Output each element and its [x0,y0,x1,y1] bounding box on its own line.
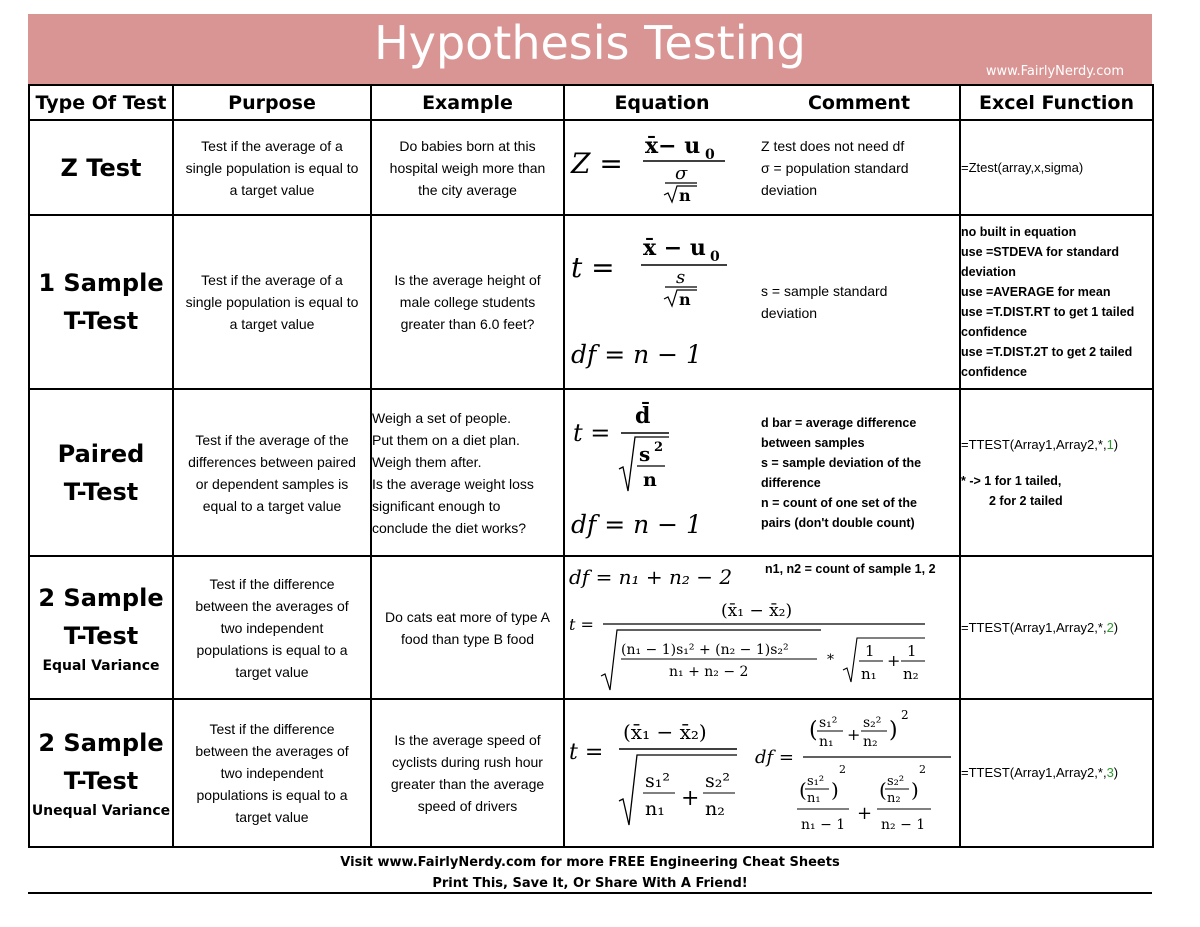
equation-paired [565,395,755,550]
comment-line: s = sample deviation of the [761,455,922,470]
example-cell [371,556,564,699]
test-name-line: T-Test [63,477,139,506]
excel-prefix: =TTEST(Array1,Array2,*, [961,436,1107,452]
comment-line: deviation [761,181,818,198]
test-name-line: Paired [57,439,145,468]
excel-line: use =T.DIST.RT to get 1 tailed [961,305,1135,319]
test-name [29,120,173,215]
eq-dbar: d̄ [635,403,651,429]
header-row [29,85,1153,120]
eq-sq: 2 [919,763,926,776]
comment-line: between samples [761,435,865,450]
excel-tail-value: 3 [1106,765,1114,780]
eq-plus: + [681,786,700,811]
eq-df: df = n − 1 [571,339,702,369]
purpose-line: or dependent samples is [195,475,349,492]
excel-function: =Ztest(array,x,sigma) [961,159,1084,175]
purpose-cell [173,699,371,847]
eq-n2: n₂ [887,791,901,806]
example-line: Put them on a diet plan. [372,431,520,448]
col-header-equation-comment [564,85,960,120]
eq-s1: s₁² [807,774,825,789]
equation-comment-cell [564,389,960,556]
eq-inner-numerator: (n₁ − 1)s₁² + (n₂ − 1)s₂² [621,642,789,658]
eq-numerator: x̄ − u [643,234,706,261]
eq-lhs: t = [569,740,604,765]
eq-sigma: σ [675,163,688,184]
purpose-line: between the averages of [195,597,349,614]
z-equation-graphic [565,125,755,205]
eq-n1: n₁ [807,791,821,806]
eq-s2: s₂² [705,770,730,792]
purpose-line: Test if the difference [209,721,335,737]
purpose-cell [173,120,371,215]
example-line: Do cats eat more of type A [385,608,550,625]
example-cell [371,120,564,215]
example-line: Do babies born at this [399,137,536,154]
example-line: food than type B food [400,630,535,647]
col-header-excel: Excel Function [960,85,1153,120]
eq-lhs: Z = [571,147,623,180]
test-name-line: 2 Sample [38,583,164,612]
page-title: Hypothesis Testing [374,16,806,70]
example-cell [371,389,564,556]
purpose-cell [173,215,371,389]
excel-line: use =AVERAGE for mean [961,285,1111,299]
eq-lhs: t = [571,250,615,284]
example-line: conclude the diet works? [372,519,527,536]
equation-comment-cell [564,556,960,699]
purpose-line: two independent [220,765,324,781]
hypothesis-table [28,84,1154,848]
eq-sq: 2 [901,708,909,722]
purpose-line: equal to a target value [202,497,342,514]
test-name-line: 1 Sample [38,269,164,297]
purpose-cell [173,389,371,556]
excel-cell [960,389,1153,556]
excel-prefix: =TTEST(Array1,Array2,*, [961,619,1107,635]
excel-tail-value: 2 [1106,619,1114,635]
table-row [29,389,1153,556]
comment-line: s = sample standard [761,283,888,299]
purpose-line: single population is equal to [185,294,359,310]
comment-cell [755,135,959,201]
eq-plus: + [847,725,861,744]
eq-inner-denominator: n₁ + n₂ − 2 [669,664,749,680]
test-name-line: T-Test [63,307,139,335]
eq-lhs: t = [569,615,594,634]
excel-line: no built in equation [961,225,1077,239]
eq-df: df = n − 1 [571,510,702,539]
example-line: Weigh a set of people. [372,409,512,426]
test-name-line: T-Test [63,767,139,795]
eq-df: df = [755,747,794,768]
footer-line-2: Print This, Save It, Or Share With A Friend! [432,876,748,891]
eq-numerator: (x̄₁ − x̄₂) [721,601,793,621]
col-header-equation: Equation [614,91,710,114]
excel-suffix: ) [1113,765,1119,780]
excel-note: 2 for 2 tailed [989,493,1063,508]
eq-df: df = n₁ + n₂ − 2 [569,565,733,589]
comment-cell [755,280,959,324]
excel-tail-value: 1 [1106,436,1114,452]
t1-equation-graphic [565,225,755,375]
purpose-cell [173,556,371,699]
eq-sub: 0 [705,147,715,163]
excel-cell [960,215,1153,389]
comment-cell [755,413,959,533]
example-cell [371,215,564,389]
test-name-line: Z Test [60,153,142,182]
uneq-equation-graphic [565,701,961,845]
equation-comment-cell [564,120,960,215]
comment-line: n = count of one set of the [761,495,917,510]
col-header-example: Example [371,85,564,120]
col-header-purpose: Purpose [173,85,371,120]
equation-cell [564,699,960,847]
eq-s1: s₁² [645,770,670,792]
eq-numerator: (x̄₁ − x̄₂) [623,720,707,744]
excel-prefix: =TTEST(Array1,Array2,*, [961,765,1107,780]
col-header-type: Type Of Test [29,85,173,120]
comment-line: deviation [761,305,818,321]
excel-note: * -> 1 for 1 tailed, [961,473,1062,488]
purpose-line: Test if the average of a [201,137,343,154]
eq-lhs: t = [573,419,611,447]
excel-function [961,435,1152,455]
excel-line: confidence [961,365,1027,379]
test-name [29,556,173,699]
purpose-line: target value [235,663,309,680]
excel-line: use =STDEVA for standard [961,245,1120,259]
test-name [29,215,173,389]
test-name-sub: Unequal Variance [31,803,171,819]
excel-cell [960,120,1153,215]
eq-one: 1 [907,642,917,660]
eq-n: n [643,469,657,491]
example-line: Weigh them after. [372,453,482,470]
example-line: significant enough to [372,497,501,514]
comment-line: pairs (don't double count) [761,515,915,530]
paired-equation-graphic [565,395,755,545]
eq-numerator: x̄− u [645,133,701,159]
test-name [29,699,173,847]
table-row [29,215,1153,389]
paren-close: ) [889,718,898,743]
purpose-line: between the averages of [195,743,349,759]
eq-n: n [679,186,691,205]
eq-s: s [676,266,686,288]
purpose-line: populations is equal to a [196,641,348,658]
purpose-line: populations is equal to a [196,787,348,803]
purpose-line: Test if the difference [209,575,335,592]
eq-sq: 2 [654,440,664,455]
test-name [29,389,173,556]
eq-s: s [639,442,651,466]
comment-line: Z test does not need df [761,137,905,154]
excel-suffix: ) [1113,619,1119,635]
eq-s2: s₂² [863,715,882,731]
eq-n1: n₁ [645,798,665,820]
purpose-line: two independent [220,619,324,636]
eq-plus: + [887,651,901,670]
example-line: speed of drivers [417,798,518,814]
excel-suffix: ) [1113,436,1119,452]
example-line: cyclists during rush hour [392,754,543,770]
paren-close: ) [911,778,919,802]
example-line: Is the average speed of [394,732,541,748]
table-row [29,699,1153,847]
eq-s2: s₂² [887,774,905,789]
comment-text: n1, n2 = count of sample 1, 2 [765,562,936,576]
test-name-line: T-Test [63,621,139,650]
eq-n2m: n₂ − 1 [881,817,926,833]
excel-line: use =T.DIST.2T to get 2 tailed [961,345,1133,359]
eq-plus: + [857,803,873,824]
paren-open: ( [799,778,807,802]
example-line: Is the average weight loss [372,475,534,492]
excel-cell [960,699,1153,847]
bottom-rule [28,892,1152,894]
table-row [29,556,1153,699]
example-cell [371,699,564,847]
excel-line: deviation [961,265,1016,279]
site-url: www.FairlyNerdy.com [985,64,1124,79]
example-line: male college students [399,294,536,310]
title-banner [28,14,1152,84]
example-line: Is the average height of [394,272,541,288]
example-line: the city average [418,181,517,198]
purpose-line: differences between paired [188,453,356,470]
col-header-comment: Comment [807,91,911,114]
table-row [29,120,1153,215]
eq-n2: n₂ [863,734,878,750]
eq-star: * [827,652,834,668]
purpose-line: a target value [229,181,315,198]
equation-z [565,125,755,210]
test-name-line: 2 Sample [38,729,164,757]
eq-one: 1 [865,642,875,660]
eq-n2: n₂ [903,665,919,683]
equation-1sample [565,225,755,380]
eq-s1: s₁² [819,715,838,731]
eq-n1: n₁ [861,665,877,683]
paren-open: ( [879,778,887,802]
purpose-line: single population is equal to [185,159,359,176]
excel-line: confidence [961,325,1027,339]
paren-close: ) [831,778,839,802]
comment-line: difference [761,475,821,490]
eq-n1m: n₁ − 1 [801,817,846,833]
footer-line-1: Visit www.FairlyNerdy.com for more FREE Engineering Cheat Sheets [340,855,840,870]
eq-sq: 2 [839,763,846,776]
example-line: hospital weigh more than [389,159,546,176]
sqrt-sign [601,630,821,690]
eq-n: n [679,289,691,309]
comment-line: d bar = average difference [761,415,917,430]
eq-sub: 0 [710,248,720,265]
purpose-line: a target value [229,316,315,332]
example-line: greater than 6.0 feet? [400,316,535,332]
paren-open: ( [809,718,818,743]
example-line: greater than the average [390,776,545,792]
purpose-line: Test if the average of the [195,431,349,448]
eq-n2: n₂ [705,798,725,820]
purpose-line: target value [235,809,309,825]
test-name-sub: Equal Variance [42,657,160,674]
excel-cell [960,556,1153,699]
purpose-line: Test if the average of a [201,272,343,288]
eq-n1: n₁ [819,734,834,750]
equation-comment-cell [564,215,960,389]
comment-line: σ = population standard [761,159,909,176]
